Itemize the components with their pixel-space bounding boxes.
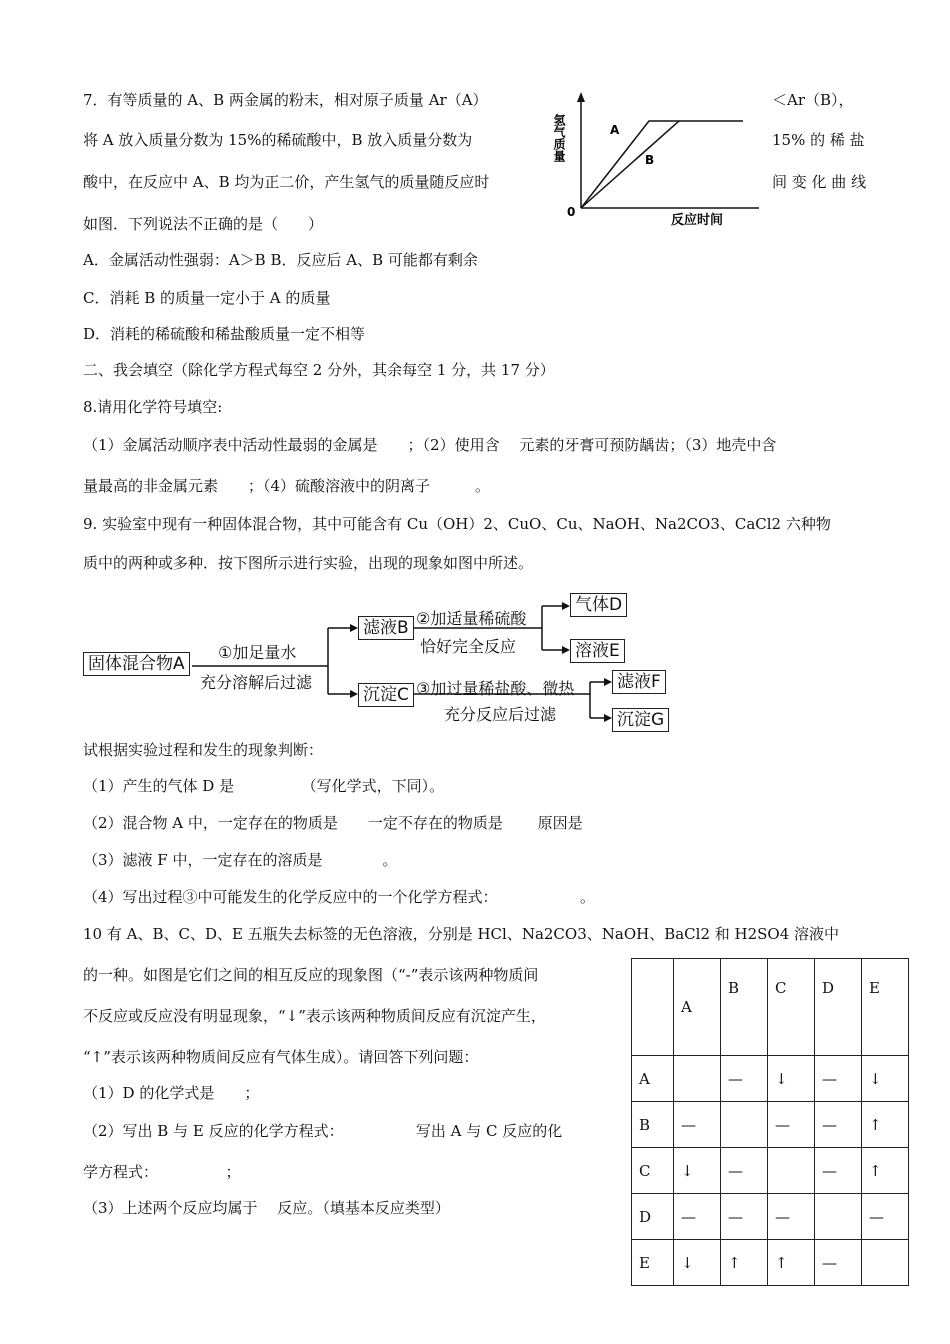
table-cell: — [674, 1194, 721, 1240]
table-cell [768, 1148, 815, 1194]
step2-top-label: ②加适量稀硫酸 [416, 609, 527, 628]
table-row [632, 1102, 909, 1148]
curve-b-label: B [645, 153, 655, 167]
q10-line2: 的一种。如图是它们之间的相互反应的现象图（“-”表示该两种物质间 [83, 966, 539, 984]
q9-line2: 质中的两种或多种．按下图所示进行实验，出现的现象如图中所述。 [83, 554, 534, 572]
table-cell: ↑ [768, 1240, 815, 1286]
q7-option-c: C．消耗 B 的质量一定小于 A 的质量 [83, 289, 331, 307]
table-cell [862, 1240, 909, 1286]
step3-bottom-label: 充分反应后过滤 [444, 705, 557, 724]
q10-sub1: （1）D 的化学式是 ； [83, 1084, 260, 1102]
table-cell: — [815, 1056, 862, 1102]
table-cell: ↑ [862, 1102, 909, 1148]
table-cell [721, 1102, 768, 1148]
table-row [632, 1194, 909, 1240]
table-cell: ↓ [862, 1056, 909, 1102]
table-cell: A [674, 959, 721, 1056]
gas-d-box: 气体D [570, 593, 627, 617]
step3-top-label: ③加过量稀盐酸、微热 [416, 679, 575, 698]
table-cell: — [721, 1194, 768, 1240]
table-cell: A [632, 1056, 674, 1102]
solution-e-box: 溶液E [570, 639, 625, 663]
q7-line2-right: 15% 的 稀 盐 [772, 131, 865, 149]
q9-intro: 试根据实验过程和发生的现象判断： [83, 741, 324, 759]
table-cell [632, 959, 674, 1056]
q7-line4: 如图．下列说法不正确的是（ ） [83, 215, 324, 233]
q10-line4: “↑”表示该两种物质间反应有气体生成）。请回答下列问题： [83, 1048, 479, 1066]
q7-line3-right: 间 变 化 曲 线 [772, 173, 867, 191]
filtrate-b-box: 滤液B [358, 616, 414, 640]
table-cell: ↑ [862, 1148, 909, 1194]
table-cell: — [768, 1102, 815, 1148]
x-label: 反应时间 [671, 213, 724, 228]
section2-heading: 二、我会填空（除化学方程式每空 2 分外，其余每空 1 分，共 17 分） [83, 361, 555, 379]
curve-b [581, 121, 679, 208]
table-cell: — [815, 1148, 862, 1194]
q7-line3-left: 酸中，在反应中 A、B 均为正二价，产生氢气的质量随反应时 [83, 173, 490, 191]
y-label-1: 氢气质量 [553, 114, 566, 162]
q7-line1-right: ＜Ar（B）， [772, 91, 854, 109]
q7-option-d: D．消耗的稀硫酸和稀盐酸质量一定不相等 [83, 325, 366, 343]
q9-flow-diagram [80, 588, 680, 738]
table-cell: E [632, 1240, 674, 1286]
table-cell: B [721, 959, 768, 1056]
table-cell: D [632, 1194, 674, 1240]
q9-sub1: （1）产生的气体 D 是 （写化学式，下同）。 [83, 777, 445, 795]
q7-line1-left: 7．有等质量的 A、B 两金属的粉末，相对原子质量 Ar（A） [83, 91, 488, 109]
q10-sub3: （3）上述两个反应均属于 反应。（填基本反应类型） [83, 1199, 450, 1217]
q8-title: 8.请用化学符号填空: [83, 398, 223, 416]
curve-a [581, 121, 743, 208]
q10-sub2a: （2）写出 B 与 E 反应的化学方程式： 写出 A 与 C 反应的化 [83, 1122, 563, 1140]
table-cell [815, 1194, 862, 1240]
q9-sub4: （4）写出过程③中可能发生的化学反应中的一个化学方程式： 。 [83, 888, 596, 906]
q9-line1: 9. 实验室中现有一种固体混合物，其中可能含有 Cu（OH）2、CuO、Cu、NaOH、Na2CO3、CaCl2 六种物 [83, 515, 831, 533]
solid-mixture-a-box: 固体混合物A [83, 652, 190, 676]
q10-line1: 10 有 A、B、C、D、E 五瓶失去标签的无色溶液，分别是 HCl、Na2CO3、NaOH、BaCl2 和 H2SO4 溶液中 [83, 925, 840, 943]
table-cell: — [815, 1240, 862, 1286]
q9-sub3: （3）滤液 F 中，一定存在的溶质是 。 [83, 851, 398, 869]
filtrate-f-box: 滤液F [612, 670, 666, 694]
table-cell: ↓ [674, 1148, 721, 1194]
table-cell: — [862, 1194, 909, 1240]
table-cell: D [815, 959, 862, 1056]
table-cell: C [632, 1148, 674, 1194]
table-cell: B [632, 1102, 674, 1148]
step2-bottom-label: 恰好完全反应 [420, 637, 517, 656]
table-cell: ↑ [721, 1240, 768, 1286]
step1-top-label: ①加足量水 [218, 643, 297, 662]
table-row [632, 1240, 909, 1286]
table-cell: — [815, 1102, 862, 1148]
table-row [632, 1056, 909, 1102]
table-cell: C [768, 959, 815, 1056]
table-cell: ↓ [768, 1056, 815, 1102]
step1-bottom-label: 充分溶解后过滤 [200, 673, 313, 692]
precipitate-c-box: 沉淀C [358, 683, 414, 707]
q10-sub2b: 学方程式： ； [83, 1163, 241, 1181]
table-cell: — [721, 1056, 768, 1102]
table-cell [674, 1056, 721, 1102]
reaction-table [631, 958, 909, 1286]
curve-a-label: A [610, 123, 620, 137]
table-cell: ↓ [674, 1240, 721, 1286]
table-cell: E [862, 959, 909, 1056]
q8-line1: （1）金属活动顺序表中活动性最弱的金属是 ；（2）使用含 元素的牙膏可预防龋齿；（3）地壳中含 [83, 436, 777, 454]
precipitate-g-box: 沉淀G [612, 708, 669, 732]
q7-line2-left: 将 A 放入质量分数为 15%的稀硫酸中，B 放入质量分数为 [83, 131, 473, 149]
table-header-row [632, 959, 909, 1056]
table-row [632, 1148, 909, 1194]
q8-line2: 量最高的非金属元素 ；（4）硫酸溶液中的阴离子 。 [83, 477, 491, 495]
q9-sub2: （2）混合物 A 中，一定存在的物质是 一定不存在的物质是 原因是 [83, 814, 583, 832]
table-cell: — [721, 1148, 768, 1194]
table-cell: — [768, 1194, 815, 1240]
q10-line3: 不反应或反应没有明显现象，“↓”表示该两种物质间反应有沉淀产生， [83, 1007, 546, 1025]
q7-option-a: A．金属活动性强弱：A＞B B．反应后 A、B 可能都有剩余 [83, 251, 478, 269]
table-cell: — [674, 1102, 721, 1148]
q7-hydrogen-graph [553, 90, 763, 230]
origin-label: 0 [567, 205, 576, 219]
